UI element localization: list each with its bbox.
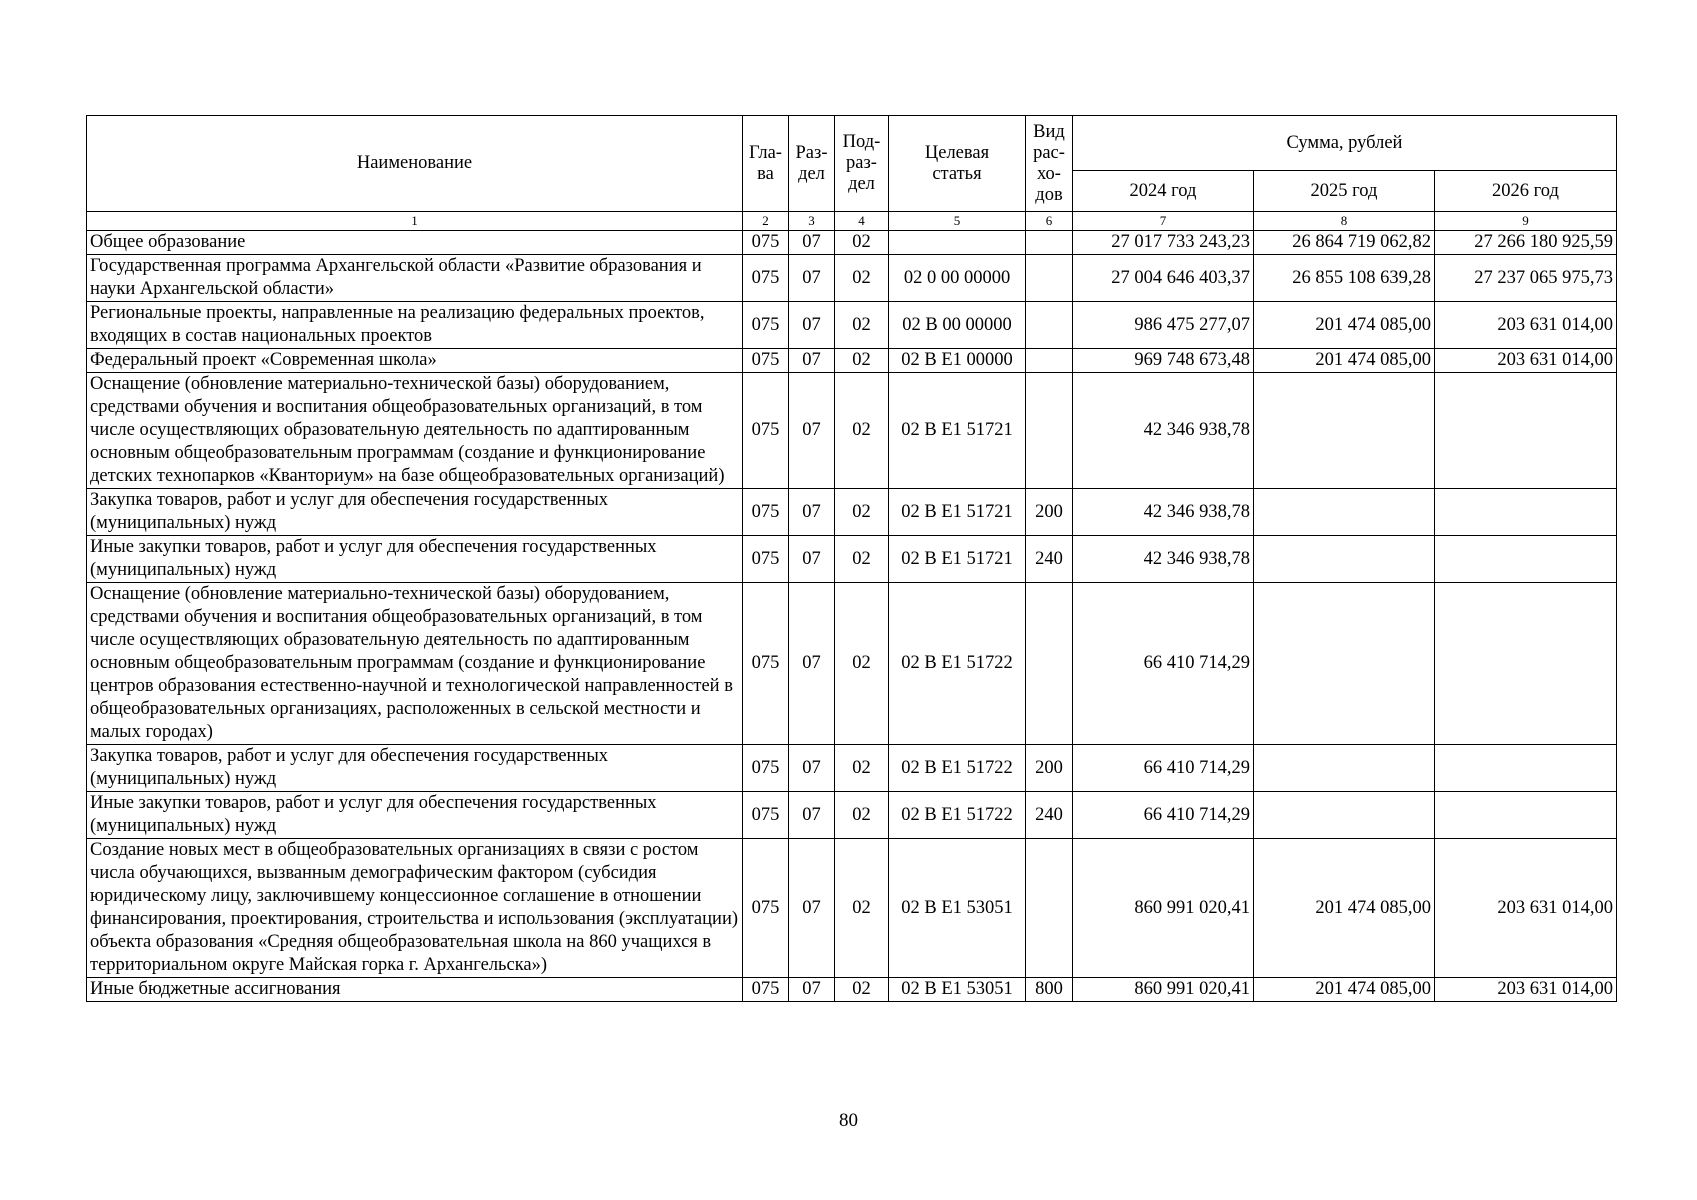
- header-chapter: [743, 116, 789, 212]
- cell-name: Закупка товаров, работ и услуг для обеспечения государственных (муниципальных) нужд: [87, 489, 743, 536]
- cell-sum-2026: 203 631 014,00: [1435, 302, 1617, 349]
- cell-chapter: 075: [743, 745, 789, 792]
- cell-expense-type: 200: [1026, 489, 1073, 536]
- header-name: Наименование: [87, 116, 743, 212]
- table-row: [87, 839, 1617, 978]
- header-section: [789, 116, 835, 212]
- cell-section: 07: [789, 792, 835, 839]
- cell-chapter: 075: [743, 583, 789, 745]
- cell-sum-2025: 26 855 108 639,28: [1254, 255, 1435, 302]
- cell-expense-type: [1026, 302, 1073, 349]
- header-sum: Сумма, рублей: [1073, 116, 1617, 171]
- header-target-article-label: Целевая статья: [924, 142, 990, 184]
- cell-chapter: 075: [743, 255, 789, 302]
- cell-subsection: 02: [835, 745, 889, 792]
- header-subsection: [835, 116, 889, 212]
- header-chapter-label: Гла- ва: [749, 142, 782, 184]
- cell-name: Иные бюджетные ассигнования: [87, 978, 743, 1002]
- cell-sum-2026: 203 631 014,00: [1435, 349, 1617, 373]
- cell-expense-type: [1026, 255, 1073, 302]
- cell-sum-2024: 42 346 938,78: [1073, 536, 1254, 583]
- cell-subsection: 02: [835, 978, 889, 1002]
- cell-sum-2026: [1435, 489, 1617, 536]
- budget-table: [86, 115, 1617, 1002]
- table-row: [87, 349, 1617, 373]
- cell-sum-2025: 201 474 085,00: [1254, 839, 1435, 978]
- header-expense-type-label: Вид рас- хо- дов: [1033, 121, 1065, 205]
- cell-subsection: 02: [835, 302, 889, 349]
- cell-name: Создание новых мест в общеобразовательных организациях в связи с ростом числа обучающихся, вызванным демографическим фактором (субсидия юридическому лицу, заключившему концессионное соглашение в отношении финансирования, проектирования, строительства и использования (эксплуатации) объекта образования «Средняя общеобразовательная школа на 860 учащихся в территориальном округе Майская горка г. Архангельска»): [87, 839, 743, 978]
- cell-section: 07: [789, 489, 835, 536]
- cell-sum-2025: [1254, 536, 1435, 583]
- cell-subsection: 02: [835, 231, 889, 255]
- cell-name: Закупка товаров, работ и услуг для обеспечения государственных (муниципальных) нужд: [87, 745, 743, 792]
- cell-sum-2024: 969 748 673,48: [1073, 349, 1254, 373]
- cell-target-article: 02 В Е1 53051: [889, 839, 1026, 978]
- cell-target-article: 02 В Е1 00000: [889, 349, 1026, 373]
- cell-sum-2026: [1435, 792, 1617, 839]
- table-body: [87, 212, 1617, 1002]
- table-row: [87, 745, 1617, 792]
- cell-sum-2025: [1254, 792, 1435, 839]
- cell-chapter: 075: [743, 792, 789, 839]
- cell-target-article: 02 В Е1 51722: [889, 792, 1026, 839]
- cell-section: 07: [789, 978, 835, 1002]
- cell-sum-2025: [1254, 745, 1435, 792]
- column-number-row: [87, 212, 1617, 231]
- cell-expense-type: 800: [1026, 978, 1073, 1002]
- header-target-article: [889, 116, 1026, 212]
- header-year-2026: 2026 год: [1435, 171, 1617, 212]
- cell-sum-2026: 203 631 014,00: [1435, 839, 1617, 978]
- table-row: [87, 536, 1617, 583]
- table-row: [87, 978, 1617, 1002]
- header-section-label: Раз- дел: [795, 142, 828, 184]
- cell-sum-2025: [1254, 373, 1435, 489]
- cell-target-article: 02 В Е1 51722: [889, 745, 1026, 792]
- cell-section: 07: [789, 255, 835, 302]
- cell-expense-type: [1026, 583, 1073, 745]
- cell-expense-type: [1026, 231, 1073, 255]
- column-number: 1: [87, 212, 743, 231]
- cell-sum-2024: 42 346 938,78: [1073, 373, 1254, 489]
- cell-expense-type: 240: [1026, 792, 1073, 839]
- table-row: [87, 231, 1617, 255]
- cell-sum-2025: 201 474 085,00: [1254, 978, 1435, 1002]
- cell-sum-2024: 66 410 714,29: [1073, 745, 1254, 792]
- cell-section: 07: [789, 231, 835, 255]
- cell-section: 07: [789, 373, 835, 489]
- table-row: [87, 583, 1617, 745]
- cell-section: 07: [789, 745, 835, 792]
- column-number: 9: [1435, 212, 1617, 231]
- cell-subsection: 02: [835, 792, 889, 839]
- cell-expense-type: [1026, 373, 1073, 489]
- cell-sum-2024: 66 410 714,29: [1073, 583, 1254, 745]
- table-row: [87, 489, 1617, 536]
- cell-target-article: 02 В Е1 53051: [889, 978, 1026, 1002]
- cell-subsection: 02: [835, 536, 889, 583]
- column-number: 3: [789, 212, 835, 231]
- cell-sum-2024: 27 004 646 403,37: [1073, 255, 1254, 302]
- column-number: 7: [1073, 212, 1254, 231]
- cell-sum-2025: 201 474 085,00: [1254, 302, 1435, 349]
- cell-sum-2024: 986 475 277,07: [1073, 302, 1254, 349]
- cell-expense-type: [1026, 839, 1073, 978]
- cell-target-article: 02 В Е1 51721: [889, 489, 1026, 536]
- cell-sum-2026: [1435, 373, 1617, 489]
- cell-sum-2024: 860 991 020,41: [1073, 839, 1254, 978]
- header-expense-type: [1026, 116, 1073, 212]
- cell-chapter: 075: [743, 839, 789, 978]
- cell-section: 07: [789, 583, 835, 745]
- cell-sum-2026: 27 237 065 975,73: [1435, 255, 1617, 302]
- column-number: 6: [1026, 212, 1073, 231]
- table-row: [87, 255, 1617, 302]
- table-row: [87, 302, 1617, 349]
- cell-target-article: 02 В Е1 51721: [889, 536, 1026, 583]
- cell-name: Оснащение (обновление материально-технической базы) оборудованием, средствами обучения и воспитания общеобразовательных организаций, в том числе осуществляющих образовательную деятельность по адаптированным основным общеобразовательным программам (создание и функционирование центров образования естественно-научной и технологической направленностей в общеобразовательных организациях, расположенных в сельской местности и малых городах): [87, 583, 743, 745]
- cell-name: Государственная программа Архангельской области «Развитие образования и науки Архангельской области»: [87, 255, 743, 302]
- cell-expense-type: [1026, 349, 1073, 373]
- cell-section: 07: [789, 839, 835, 978]
- header-year-2025: 2025 год: [1254, 171, 1435, 212]
- cell-subsection: 02: [835, 839, 889, 978]
- cell-name: Иные закупки товаров, работ и услуг для обеспечения государственных (муниципальных) нужд: [87, 792, 743, 839]
- cell-sum-2024: 66 410 714,29: [1073, 792, 1254, 839]
- cell-section: 07: [789, 349, 835, 373]
- cell-sum-2025: 26 864 719 062,82: [1254, 231, 1435, 255]
- cell-target-article: 02 В Е1 51722: [889, 583, 1026, 745]
- cell-name: Региональные проекты, направленные на реализацию федеральных проектов, входящих в состав национальных проектов: [87, 302, 743, 349]
- header-year-2024: 2024 год: [1073, 171, 1254, 212]
- cell-target-article: 02 В Е1 51721: [889, 373, 1026, 489]
- cell-name: Общее образование: [87, 231, 743, 255]
- cell-sum-2026: 27 266 180 925,59: [1435, 231, 1617, 255]
- cell-target-article: [889, 231, 1026, 255]
- page-number: 80: [839, 1110, 858, 1131]
- table-row: [87, 373, 1617, 489]
- cell-section: 07: [789, 302, 835, 349]
- cell-name: Иные закупки товаров, работ и услуг для обеспечения государственных (муниципальных) нужд: [87, 536, 743, 583]
- cell-subsection: 02: [835, 255, 889, 302]
- cell-chapter: 075: [743, 373, 789, 489]
- cell-chapter: 075: [743, 978, 789, 1002]
- cell-subsection: 02: [835, 349, 889, 373]
- cell-chapter: 075: [743, 349, 789, 373]
- cell-sum-2026: [1435, 745, 1617, 792]
- cell-subsection: 02: [835, 373, 889, 489]
- cell-name: Федеральный проект «Современная школа»: [87, 349, 743, 373]
- cell-subsection: 02: [835, 583, 889, 745]
- cell-chapter: 075: [743, 302, 789, 349]
- cell-subsection: 02: [835, 489, 889, 536]
- cell-target-article: 02 В 00 00000: [889, 302, 1026, 349]
- cell-sum-2025: [1254, 489, 1435, 536]
- cell-name: Оснащение (обновление материально-технической базы) оборудованием, средствами обучения и воспитания общеобразовательных организаций, в том числе осуществляющих образовательную деятельность по адаптированным основным общеобразовательным программам (создание и функционирование детских технопарков «Кванториум» на базе общеобразовательных организаций): [87, 373, 743, 489]
- cell-sum-2024: 860 991 020,41: [1073, 978, 1254, 1002]
- cell-sum-2025: [1254, 583, 1435, 745]
- cell-chapter: 075: [743, 231, 789, 255]
- cell-target-article: 02 0 00 00000: [889, 255, 1026, 302]
- column-number: 8: [1254, 212, 1435, 231]
- cell-sum-2026: 203 631 014,00: [1435, 978, 1617, 1002]
- cell-sum-2024: 27 017 733 243,23: [1073, 231, 1254, 255]
- cell-sum-2024: 42 346 938,78: [1073, 489, 1254, 536]
- column-number: 5: [889, 212, 1026, 231]
- cell-expense-type: 200: [1026, 745, 1073, 792]
- column-number: 4: [835, 212, 889, 231]
- cell-sum-2026: [1435, 583, 1617, 745]
- cell-chapter: 075: [743, 536, 789, 583]
- cell-section: 07: [789, 536, 835, 583]
- column-number: 2: [743, 212, 789, 231]
- cell-sum-2026: [1435, 536, 1617, 583]
- cell-chapter: 075: [743, 489, 789, 536]
- header-subsection-label: Под- раз- дел: [842, 132, 881, 194]
- cell-sum-2025: 201 474 085,00: [1254, 349, 1435, 373]
- table-row: [87, 792, 1617, 839]
- cell-expense-type: 240: [1026, 536, 1073, 583]
